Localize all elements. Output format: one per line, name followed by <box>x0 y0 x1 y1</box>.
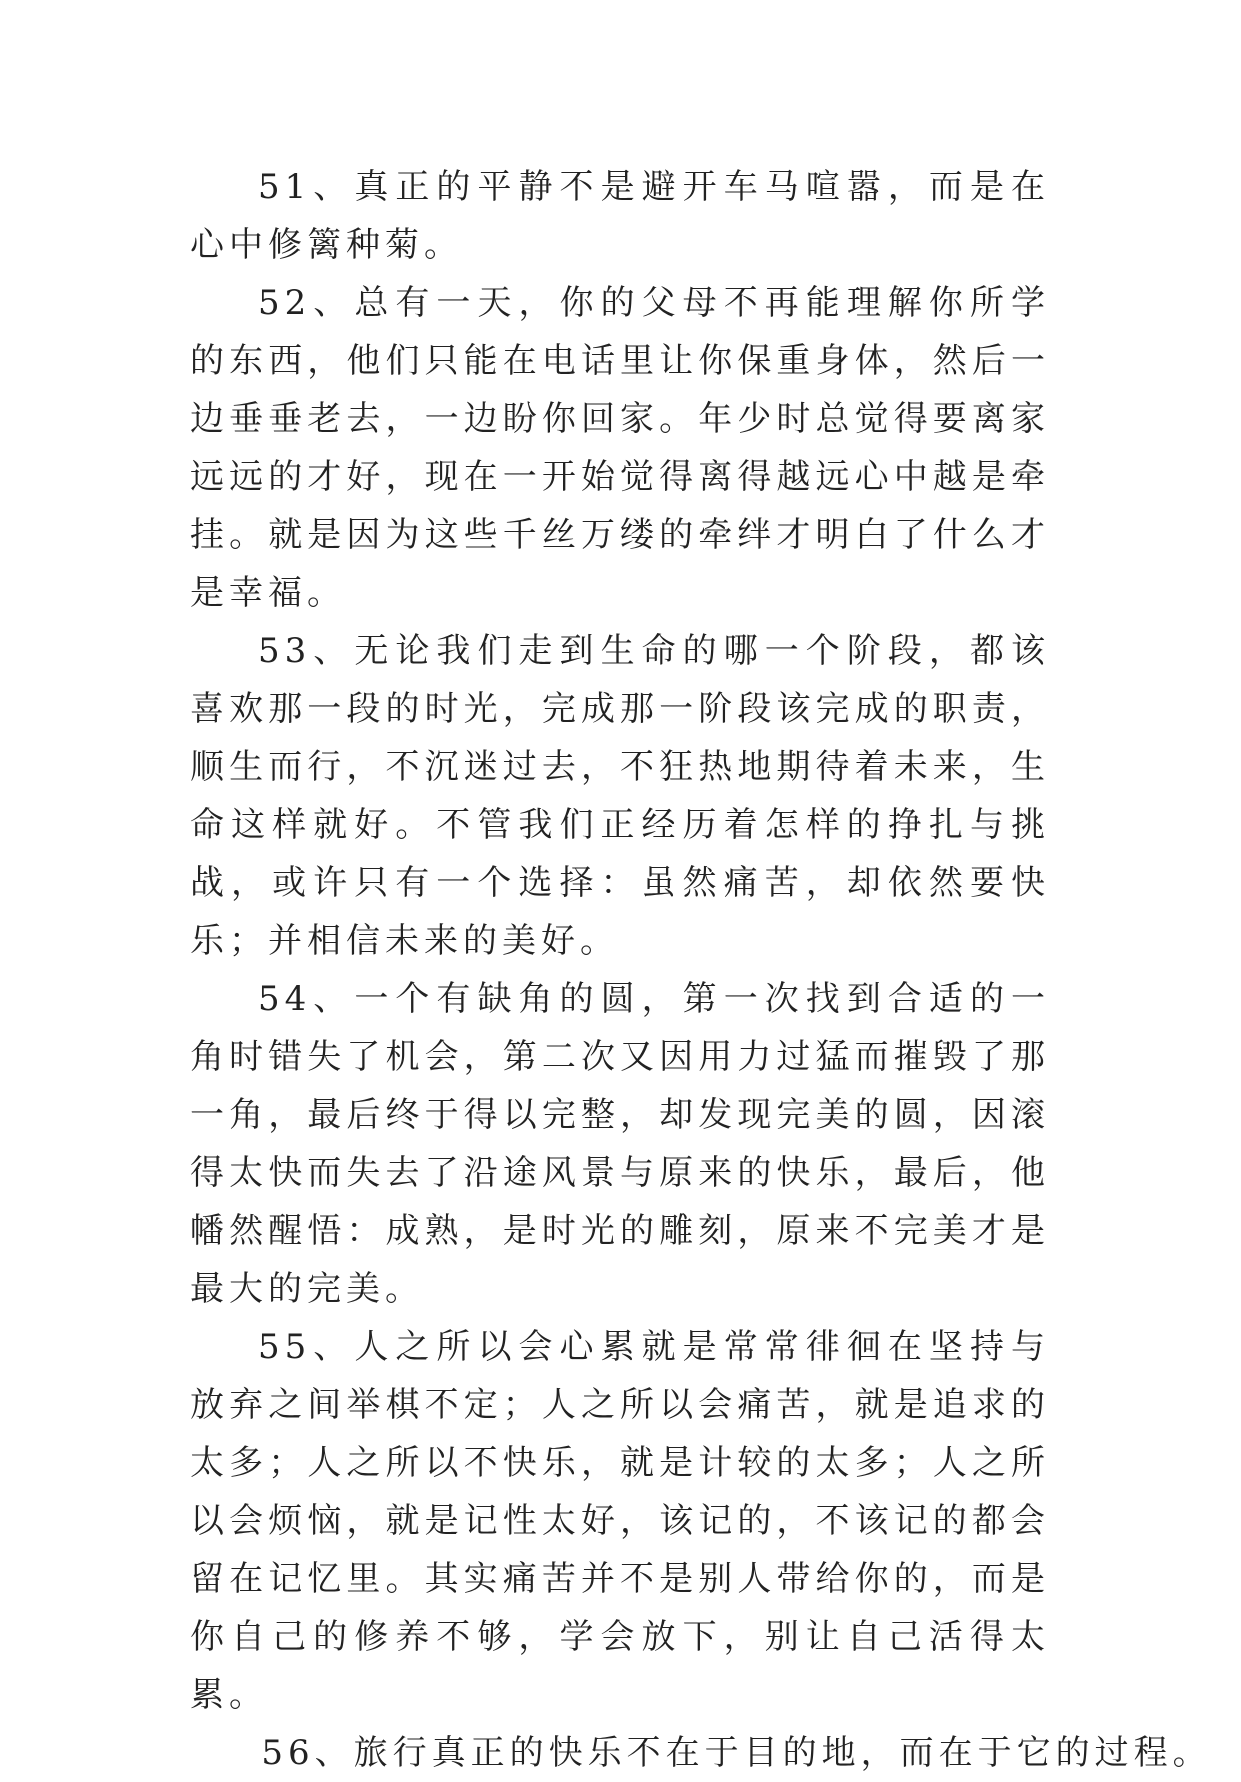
paragraph-53: 53、无论我们走到生命的哪一个阶段，都该喜欢那一段的时光，完成那一阶段该完成的职责，顺生而行，不沉迷过去，不狂热地期待着未来，生命这样就好。不管我们正经历着怎样的挣扎与挑战，或许只有一个选择：虽然痛苦，却依然要快乐；并相信未来的美好。 <box>190 631 1050 961</box>
paragraph-54: 54、一个有缺角的圆，第一次找到合适的一角时错失了机会，第二次又因用力过猛而摧毁了那一角，最后终于得以完整，却发现完美的圆，因滚得太快而失去了沿途风景与原来的快乐，最后，他幡然醒悟：成熟，是时光的雕刻，原来不完美才是最大的完美。 <box>190 979 1050 1309</box>
document-body <box>190 158 1212 1782</box>
paragraph-51: 51、真正的平静不是避开车马喧嚣，而是在心中修篱种菊。 <box>190 167 1050 265</box>
paragraph-56: 56、旅行真正的快乐不在于目的地，而在于它的过程。 <box>261 1733 1212 1773</box>
paragraph-52: 52、总有一天，你的父母不再能理解你所学的东西，他们只能在电话里让你保重身体，然后一边垂垂老去，一边盼你回家。年少时总觉得要离家远远的才好，现在一开始觉得离得越远心中越是牵挂。就是因为这些千丝万缕的牵绊才明白了什么才是幸福。 <box>190 283 1050 613</box>
paragraph-55: 55、人之所以会心累就是常常徘徊在坚持与放弃之间举棋不定；人之所以会痛苦，就是追求的太多；人之所以不快乐，就是计较的太多；人之所以会烦恼，就是记性太好，该记的，不该记的都会留在记忆里。其实痛苦并不是别人带给你的，而是你自己的修养不够，学会放下，别让自己活得太累。 <box>190 1327 1050 1715</box>
